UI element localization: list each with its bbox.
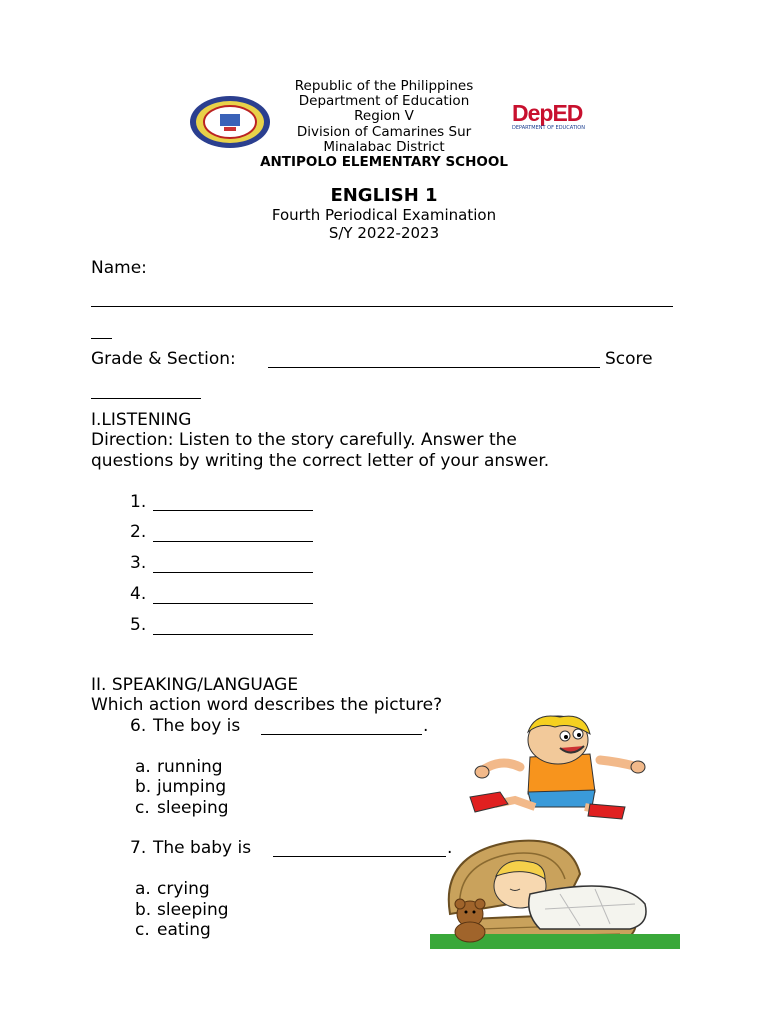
item-2-number: 2. [130,522,147,542]
exam-subject: ENGLISH 1 [330,185,438,206]
header-district: Minalabac District [323,139,445,155]
q6-period: . [423,716,429,736]
school-name: ANTIPOLO ELEMENTARY SCHOOL [260,154,508,170]
score-label: Score [605,349,653,369]
q6-text: The boy is [153,716,241,736]
item-1-answer-line[interactable] [153,510,313,511]
name-label: Name: [91,258,147,278]
q6-option-c[interactable]: c. sleeping [135,798,229,818]
header-division: Division of Camarines Sur [296,124,472,140]
item-1-number: 1. [130,492,147,512]
deped-logo [512,100,592,140]
q6-option-b[interactable]: b. jumping [135,777,227,797]
q7-answer-line[interactable] [273,856,446,857]
section1-direction-1: Direction: Listen to the story carefully. Answer the [91,430,517,450]
q7-period: . [447,838,453,858]
score-line[interactable] [91,398,201,399]
q7-number: 7. [130,838,147,858]
q7-option-b[interactable]: b. sleeping [135,900,229,920]
exam-title: Fourth Periodical Examination [271,206,497,224]
section1-heading: I.LISTENING [91,410,192,430]
q7-option-a[interactable]: a. crying [135,879,210,899]
deped-logo-sub: DEPARTMENT OF EDUCATION [512,125,585,131]
q6-option-a[interactable]: a. running [135,757,223,777]
header-department: Department of Education [298,93,470,109]
grade-section-label: Grade & Section: [91,349,236,369]
header-republic: Republic of the Philippines [294,78,474,94]
baby-sleeping-picture [430,834,680,949]
section2-prompt: Which action word describes the picture? [91,695,443,715]
q6-number: 6. [130,716,147,736]
header-region: Region V [354,108,414,124]
item-4-number: 4. [130,584,147,604]
item-3-number: 3. [130,553,147,573]
item-5-number: 5. [130,615,147,635]
section1-direction-2: questions by writing the correct letter of your answer. [91,451,550,471]
deped-logo-text: DepED [512,100,583,126]
q7-text: The baby is [153,838,252,858]
q6-answer-line[interactable] [261,734,422,735]
section2-heading: II. SPEAKING/LANGUAGE [91,675,299,695]
item-4-answer-line[interactable] [153,603,313,604]
boy-running-picture [460,712,650,822]
name-line[interactable] [91,306,673,307]
name-line-continued[interactable] [91,338,112,339]
item-2-answer-line[interactable] [153,541,313,542]
item-3-answer-line[interactable] [153,572,313,573]
grade-section-line[interactable] [268,367,600,368]
item-5-answer-line[interactable] [153,634,313,635]
q7-option-c[interactable]: c. eating [135,920,211,940]
exam-school-year: S/Y 2022-2023 [328,224,440,242]
